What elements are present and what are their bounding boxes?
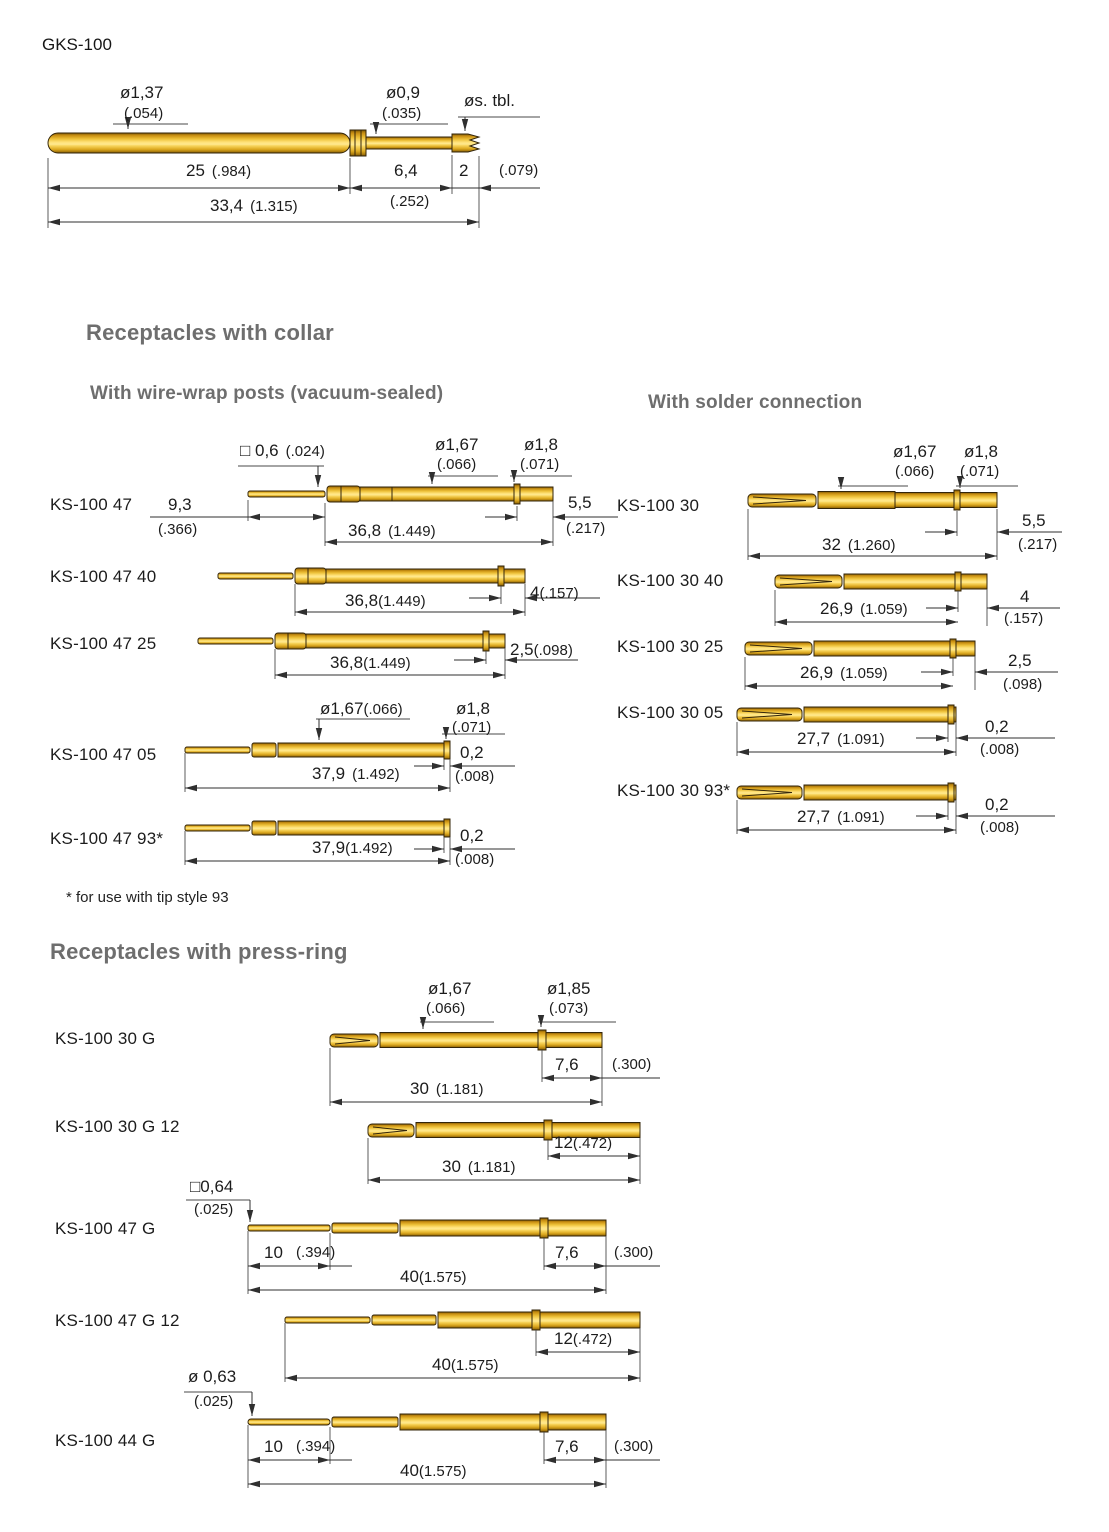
dim-ks3005-length: [797, 730, 885, 749]
probe-drawing-ks-100-47-25: [198, 631, 505, 651]
dim-ks3005-length-in: (1.091): [837, 731, 885, 748]
dim-ks4793-length-mm: 37,9: [312, 838, 346, 857]
dim-ks4793-length: [312, 839, 393, 858]
dim-ks47-barrel-dia-in: (.066): [437, 456, 477, 473]
dim-ks30g12-tail: [554, 1134, 612, 1153]
probe-drawing-ks-100-47-g: [248, 1218, 606, 1238]
row-label-ks-100-30: KS-100 30: [617, 496, 700, 515]
probe-drawing-ks-100-47-40: [218, 566, 525, 586]
dim-ks4725-length-in: (1.449): [363, 655, 411, 672]
dim-ks47-post-square-in: (.024): [285, 443, 325, 460]
row-label-ks-100-47: KS-100 47: [50, 495, 133, 514]
dim-ks30g-ring-dia-mm: ø1,85: [547, 979, 591, 998]
dim-ks47g-post-length-in: (.394): [296, 1244, 336, 1261]
dim-ks44g-post-dia-mm: ø 0,63: [188, 1367, 237, 1386]
dim-ks47g-tail-mm: 7,6: [555, 1243, 579, 1262]
probe-drawing-ks-100-47: [248, 484, 553, 504]
dim-ks3093-length: [797, 808, 885, 827]
dim-ks30g-tail-in: (.300): [612, 1056, 652, 1073]
dim-ks44g-length-mm: 40: [400, 1461, 419, 1480]
dim-ks47-tail-mm: 5,5: [568, 493, 592, 512]
dim-gks-total-length-mm: 33,4: [210, 196, 244, 215]
dim-gks-tip-dia: øs. tbl.: [464, 91, 516, 110]
probe-drawing-gks-100: [48, 130, 479, 156]
dim-ks44g-tail-mm: 7,6: [555, 1437, 579, 1456]
row-label-ks-100-47-g: KS-100 47 G: [55, 1219, 156, 1238]
row-label-ks-100-30-93: KS-100 30 93*: [617, 781, 731, 800]
dim-gks-tip-length-in: (.079): [499, 162, 539, 179]
dim-ks47-length: [348, 522, 436, 541]
row-label-ks-100-30-g-12: KS-100 30 G 12: [55, 1117, 180, 1136]
dim-gks-tip-length-mm: 2: [459, 161, 469, 180]
dim-gks-total-length-in: (1.315): [250, 198, 298, 215]
dim-ks47-post-square: [240, 442, 325, 461]
heading-receptacles-press-ring: Receptacles with press-ring: [50, 939, 348, 964]
dim-ks30g-length-mm: 30: [410, 1079, 429, 1098]
dim-ks3040-length-mm: 26,9: [820, 599, 854, 618]
probe-drawing-ks-100-30: [748, 490, 997, 510]
dim-ks30g12-length-in: (1.181): [467, 1159, 516, 1176]
probe-drawing-ks-100-44-g: [248, 1412, 606, 1432]
dim-ks3005-tail-mm: 0,2: [985, 717, 1009, 736]
dim-ks4705-length: [312, 765, 400, 784]
dim-ks47-collar-dia-in: (.071): [520, 456, 560, 473]
dim-ks3025-length: [800, 664, 888, 683]
row-label-ks-100-44-g: KS-100 44 G: [55, 1431, 156, 1450]
dim-ks30g-ring-dia-in: (.073): [549, 1000, 589, 1017]
probe-drawing-ks-100-30-40: [775, 572, 987, 591]
probe-drawing-ks-100-30-93: [737, 783, 956, 802]
dim-ks47-post-square-mm: □ 0,6: [240, 441, 279, 460]
dim-ks4725-tail: [510, 641, 573, 660]
dim-ks47-post-length-in: (.366): [158, 521, 198, 538]
dim-ks44g-post-length-in: (.394): [296, 1438, 336, 1455]
dim-gks-body-dia-mm: ø1,37: [120, 83, 164, 102]
heading-solder-connection: With solder connection: [648, 392, 863, 413]
row-label-ks-100-30-05: KS-100 30 05: [617, 703, 724, 722]
dim-ks3040-tail-in: (.157): [1004, 610, 1044, 627]
row-label-ks-100-47-93: KS-100 47 93*: [50, 829, 164, 848]
dim-ks30g12-tail-mm: 12: [554, 1133, 573, 1152]
dim-ks3093-length-mm: 27,7: [797, 807, 831, 826]
dim-ks44g-post-length-mm: 10: [264, 1437, 283, 1456]
dim-ks30g12-tail-in: (.472): [572, 1135, 613, 1152]
dim-ks4705-tail-mm: 0,2: [460, 743, 484, 762]
row-label-ks-100-30-25: KS-100 30 25: [617, 637, 724, 656]
dim-ks3040-length: [820, 600, 908, 619]
dim-ks47-post-length-mm: 9,3: [168, 495, 192, 514]
dim-ks4705-length-in: (1.492): [352, 766, 400, 783]
dim-ks4740-tail-mm: 4: [530, 583, 540, 602]
dim-ks4725-tail-in: (.098): [533, 642, 573, 659]
dim-ks30g12-length: [442, 1158, 515, 1177]
dim-ks30-length: [822, 536, 895, 555]
dim-gks-total-length: [210, 197, 298, 216]
probe-drawing-ks-100-47-g-12: [285, 1310, 640, 1330]
dim-ks44g-length: [400, 1462, 466, 1481]
row-label-ks-100-47-05: KS-100 47 05: [50, 745, 157, 764]
probe-drawing-ks-100-30-05: [737, 705, 956, 724]
row-label-ks-100-30-g: KS-100 30 G: [55, 1029, 156, 1048]
dim-ks30g-length: [410, 1080, 483, 1099]
probe-drawing-ks-100-47-93: [185, 819, 450, 837]
dim-ks3005-length-mm: 27,7: [797, 729, 831, 748]
dim-ks4793-length-in: (1.492): [345, 840, 393, 857]
dim-gks-shaft-dia-in: (.035): [382, 105, 422, 122]
heading-receptacles-with-collar: Receptacles with collar: [86, 320, 334, 345]
dim-ks3093-tail-in: (.008): [980, 819, 1020, 836]
dim-ks30-tail-mm: 5,5: [1022, 511, 1046, 530]
dim-ks47-length-in: (1.449): [388, 523, 436, 540]
dim-ks44g-length-in: (1.575): [418, 1463, 467, 1480]
row-label-ks-100-30-40: KS-100 30 40: [617, 571, 724, 590]
dim-ks3025-tail-mm: 2,5: [1008, 651, 1032, 670]
dim-ks44g-post-dia-in: (.025): [194, 1393, 234, 1410]
dim-ks47g12-tail-in: (.472): [572, 1331, 613, 1348]
dim-ks30-barrel-dia-mm: ø1,67: [893, 442, 937, 461]
page-title: GKS-100: [42, 35, 112, 54]
dim-gks-shaft-length-in: (.252): [390, 193, 430, 210]
dim-ks30-collar-dia-mm: ø1,8: [964, 442, 999, 461]
dim-gks-body-length-mm: 25: [186, 161, 205, 180]
dim-ks4740-length-mm: 36,8: [345, 591, 379, 610]
dim-ks3025-length-in: (1.059): [840, 665, 888, 682]
dim-gks-body-length: [186, 162, 251, 181]
dim-ks3040-tail-mm: 4: [1020, 587, 1030, 606]
row-label-ks-100-47-25: KS-100 47 25: [50, 634, 157, 653]
dim-ks47g-post-square-mm: □0,64: [190, 1177, 234, 1196]
dim-ks4740-tail-in: (.157): [539, 585, 579, 602]
dim-ks3025-length-mm: 26,9: [800, 663, 834, 682]
dim-ks4793-tail-mm: 0,2: [460, 826, 484, 845]
dim-ks47-tail-in: (.217): [566, 520, 606, 537]
dim-ks47g-tail-in: (.300): [614, 1244, 654, 1261]
dim-ks3005-tail-in: (.008): [980, 741, 1020, 758]
dim-ks47g-length: [400, 1268, 466, 1287]
dim-ks4725-length: [330, 654, 411, 673]
dim-ks3093-length-in: (1.091): [837, 809, 885, 826]
dim-gks-shaft-dia-mm: ø0,9: [386, 83, 421, 102]
dim-ks47-barrel-dia-mm: ø1,67: [435, 435, 479, 454]
dim-ks30g-barrel-dia-in: (.066): [426, 1000, 466, 1017]
dim-ks4725-length-mm: 36,8: [330, 653, 364, 672]
dim-ks47g12-length-in: (1.575): [450, 1357, 499, 1374]
dim-gks-shaft-length-mm: 6,4: [394, 161, 418, 180]
dim-ks30g-barrel-dia-mm: ø1,67: [428, 979, 472, 998]
dim-ks47g12-length: [432, 1356, 498, 1375]
probe-drawing-ks-100-30-25: [745, 639, 975, 658]
probe-drawing-ks-100-47-05: [185, 741, 450, 759]
dim-ks30-length-in: (1.260): [847, 537, 896, 554]
dim-ks3040-length-in: (1.059): [860, 601, 908, 618]
dim-ks30g12-length-mm: 30: [442, 1157, 461, 1176]
dim-ks30-collar-dia-in: (.071): [960, 463, 1000, 480]
dim-ks4705-collar-dia-mm: ø1,8: [456, 699, 491, 718]
dim-ks3025-tail-in: (.098): [1003, 676, 1043, 693]
probe-drawing-ks-100-30-g: [330, 1030, 602, 1050]
dim-ks47g12-tail-mm: 12: [554, 1329, 573, 1348]
dim-ks4705-tail-in: (.008): [455, 768, 495, 785]
dim-ks47g-post-square-in: (.025): [194, 1201, 234, 1218]
dim-ks47g12-length-mm: 40: [432, 1355, 451, 1374]
dim-ks4725-tail-mm: 2,5: [510, 640, 534, 659]
dim-ks30-length-mm: 32: [822, 535, 841, 554]
dim-ks47-collar-dia-mm: ø1,8: [524, 435, 559, 454]
dim-ks30g-tail-mm: 7,6: [555, 1055, 579, 1074]
dim-ks4705-length-mm: 37,9: [312, 764, 346, 783]
dim-ks4740-length-in: (1.449): [378, 593, 426, 610]
dim-ks4740-length: [345, 592, 426, 611]
dim-ks47g-length-in: (1.575): [418, 1269, 467, 1286]
dim-ks3093-tail-mm: 0,2: [985, 795, 1009, 814]
dim-ks4705-barrel-dia-in: (.066): [363, 701, 403, 718]
dim-ks4705-barrel-dia: [320, 700, 403, 719]
dim-ks47g-post-length-mm: 10: [264, 1243, 283, 1262]
heading-wire-wrap-posts: With wire-wrap posts (vacuum-sealed): [90, 383, 444, 404]
row-label-ks-100-47-40: KS-100 47 40: [50, 567, 157, 586]
row-label-ks-100-47-g-12: KS-100 47 G 12: [55, 1311, 180, 1330]
dim-ks4705-collar-dia-in: (.071): [452, 719, 492, 736]
dim-ks47-length-mm: 36,8: [348, 521, 382, 540]
dim-ks44g-tail-in: (.300): [614, 1438, 654, 1455]
dim-ks30-tail-in: (.217): [1018, 536, 1058, 553]
dim-gks-body-length-in: (.984): [211, 163, 252, 180]
dim-ks47g-length-mm: 40: [400, 1267, 419, 1286]
dim-ks47g12-tail: [554, 1330, 612, 1349]
dim-ks4793-tail-in: (.008): [455, 851, 495, 868]
dim-ks4705-barrel-dia-mm: ø1,67: [320, 699, 364, 718]
dim-ks4740-tail: [530, 584, 579, 603]
dim-gks-body-dia-in: (.054): [124, 105, 164, 122]
footnote-tip-style: * for use with tip style 93: [66, 889, 229, 906]
dim-ks30g-length-in: (1.181): [435, 1081, 484, 1098]
dim-ks30-barrel-dia-in: (.066): [895, 463, 935, 480]
